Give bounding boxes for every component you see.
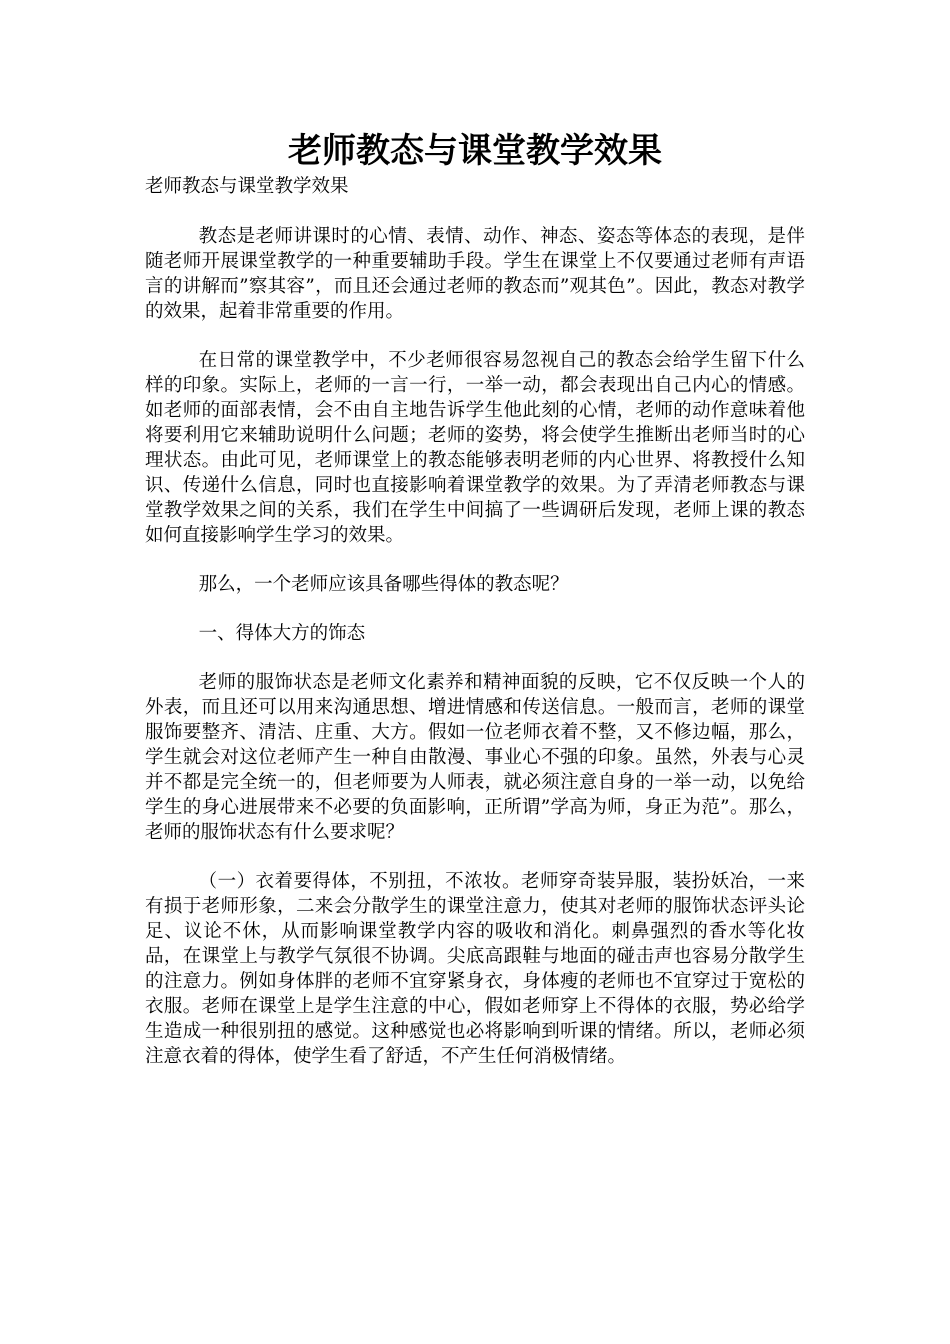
document-page [145,128,805,1093]
paragraph-dress-state: 老师的服饰状态是老师文化素养和精神面貌的反映，它不仅反映一个人的外表，而且还可以用来沟通思想、增进情感和传送信息。一般而言，老师的课堂服饰要整齐、清洁、庄重、大方。假如一位老师衣着不整，又不修边幅，那么，学生就会对这位老师产生一种自由散漫、事业心不强的印象。虽然，外表与心灵并不都是完全统一的，但老师要为人师表，就必须注意自身的一举一动，以免给学生的身心进展带来不必要的负面影响，正所谓”学高为师，身正为范”。那么，老师的服饰状态有什么要求呢？ [145,672,805,843]
document-subtitle: 老师教态与课堂教学效果 [145,176,349,197]
paragraph-daily-teaching: 在日常的课堂教学中，不少老师很容易忽视自己的教态会给学生留下什么样的印象。实际上，老师的一言一行，一举一动，都会表现出自己内心的情感。如老师的面部表情，会不由自主地告诉学生他此刻的心情，老师的动作意味着他将要利用它来辅助说明什么问题；老师的姿势，将会使学生推断出老师当时的心理状态。由此可见，老师课堂上的教态能够表明老师的内心世界、将教授什么知识、传递什么信息，同时也直接影响着课堂教学的效果。为了弄清老师教态与课堂教学效果之间的关系，我们在学生中间搞了一些调研后发现，老师上课的教态如何直接影响学生学习的效果。 [145,350,805,546]
paragraph-intro: 教态是老师讲课时的心情、表情、动作、神态、姿态等体态的表现，是伴随老师开展课堂教学的一种重要辅助手段。学生在课堂上不仅要通过老师有声语言的讲解而”察其容”，而且还会通过老师的教态而”观其色”。因此，教态对教学的效果，起着非常重要的作用。 [145,226,805,322]
document-title: 老师教态与课堂教学效果 [288,131,662,171]
section-heading-dress: 一、得体大方的饰态 [198,623,366,644]
paragraph-clothing-rules: （一）衣着要得体，不别扭，不浓妆。老师穿奇装异服，装扮妖冶，一来有损于老师形象，二来会分散学生的课堂注意力，使其对老师的服饰状态评头论足、议论不休，从而影响课堂教学内容的吸收和消化。刺鼻强烈的香水等化妆品，在课堂上与教学气氛很不协调。尖底高跟鞋与地面的碰击声也容易分散学生的注意力。例如身体胖的老师不宜穿紧身衣，身体瘦的老师也不宜穿过于宽松的衣服。老师在课堂上是学生注意的中心，假如老师穿上不得体的衣服，势必给学生造成一种很别扭的感觉。这种感觉也必将影响到听课的情绪。所以，老师必须注意衣着的得体，使学生看了舒适，不产生任何消极情绪。 [145,871,805,1067]
paragraph-question: 那么，一个老师应该具备哪些得体的教态呢？ [198,574,569,595]
